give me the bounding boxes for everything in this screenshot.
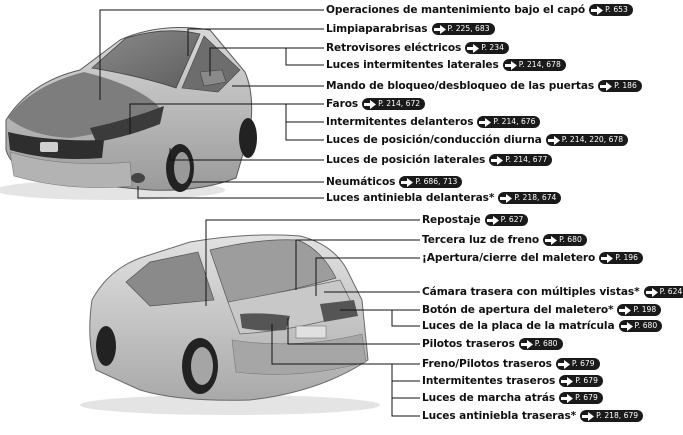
page-ref[interactable]: P. 679 (559, 375, 603, 387)
right-arrow-icon (505, 61, 517, 70)
label-text: Operaciones de mantenimiento bajo el capó (326, 4, 586, 16)
label-text: Faros (326, 98, 359, 110)
label-faros (326, 97, 425, 111)
right-arrow-icon (582, 412, 594, 421)
right-arrow-icon (561, 394, 573, 403)
right-arrow-icon (521, 340, 533, 349)
page-ref[interactable]: P. 186 (598, 80, 642, 92)
page-ref[interactable]: P. 653 (589, 4, 633, 16)
right-arrow-icon (434, 25, 446, 34)
label-neumaticos (326, 175, 462, 189)
label-text: Luces intermitentes laterales (326, 59, 499, 71)
label-text: Limpiaparabrisas (326, 23, 428, 35)
label-text: Pilotos traseros (422, 338, 515, 350)
page-ref[interactable]: P. 627 (485, 214, 529, 226)
label-luces-antiniebla-traseras (422, 409, 643, 423)
right-arrow-icon (561, 377, 573, 386)
label-luces-marcha-atras (422, 391, 603, 405)
right-arrow-icon (500, 194, 512, 203)
label-text: Luces de posición/conducción diurna (326, 134, 542, 146)
label-luces-antiniebla-delanteras (326, 191, 561, 205)
label-text: Mando de bloqueo/desbloqueo de las puertas (326, 80, 595, 92)
label-text: Luces de la placa de la matrícula (422, 320, 615, 332)
label-text: Luces antiniebla delanteras* (326, 192, 495, 204)
label-text: ¡Apertura/cierre del maletero (422, 252, 596, 264)
label-text: Tercera luz de freno (422, 234, 540, 246)
right-arrow-icon (619, 306, 631, 315)
page-ref[interactable]: P. 214, 220, 678 (546, 134, 628, 146)
page-ref[interactable]: P. 680 (543, 234, 587, 246)
right-arrow-icon (467, 44, 479, 53)
right-arrow-icon (364, 100, 376, 109)
right-arrow-icon (487, 216, 499, 225)
page-ref[interactable]: P. 214, 677 (489, 154, 552, 166)
label-luces-intermitentes-laterales (326, 58, 566, 72)
label-text: Neumáticos (326, 176, 396, 188)
label-tercera-luz-freno (422, 233, 587, 247)
right-arrow-icon (558, 360, 570, 369)
label-text: Luces de posición laterales (326, 154, 486, 166)
label-text: Cámara trasera con múltiples vistas* (422, 286, 640, 298)
label-text: Luces antiniebla traseras* (422, 410, 577, 422)
page-ref[interactable]: P. 225, 683 (432, 23, 495, 35)
label-camara-trasera (422, 285, 683, 299)
page-ref[interactable]: P. 624 (644, 286, 683, 298)
label-pilotos-traseros (422, 337, 563, 351)
label-boton-apertura-maletero (422, 303, 661, 317)
right-arrow-icon (545, 236, 557, 245)
label-text: Intermitentes delanteros (326, 116, 474, 128)
label-intermitentes-delanteros (326, 115, 540, 129)
page-ref[interactable]: P. 196 (599, 252, 643, 264)
label-text: Repostaje (422, 214, 481, 226)
label-text: Luces de marcha atrás (422, 392, 556, 404)
right-arrow-icon (591, 6, 603, 15)
label-text: Freno/Pilotos traseros (422, 358, 552, 370)
right-arrow-icon (621, 322, 633, 331)
page-ref[interactable]: P. 198 (617, 304, 661, 316)
right-arrow-icon (601, 254, 613, 263)
page-ref[interactable]: P. 679 (556, 358, 600, 370)
label-limpiaparabrisas (326, 22, 495, 36)
label-text: Retrovisores eléctricos (326, 42, 462, 54)
right-arrow-icon (491, 156, 503, 165)
label-intermitentes-traseros (422, 374, 603, 388)
label-retrovisores (326, 41, 509, 55)
right-arrow-icon (479, 118, 491, 127)
page-ref[interactable]: P. 679 (559, 392, 603, 404)
page-ref[interactable]: P. 680 (619, 320, 663, 332)
right-arrow-icon (548, 136, 560, 145)
label-freno-pilotos-traseros (422, 357, 600, 371)
page-ref[interactable]: P. 214, 676 (477, 116, 540, 128)
label-operaciones-mantenimiento (326, 3, 633, 17)
page-ref[interactable]: P. 234 (465, 42, 509, 54)
right-arrow-icon (401, 178, 413, 187)
label-apertura-maletero (422, 251, 643, 265)
label-mando-bloqueo (326, 79, 642, 93)
label-luces-posicion-laterales (326, 153, 552, 167)
right-arrow-icon (600, 82, 612, 91)
page-ref[interactable]: P. 218, 674 (498, 192, 561, 204)
label-text: Botón de apertura del maletero* (422, 304, 614, 316)
page-ref[interactable]: P. 214, 678 (503, 59, 566, 71)
label-text: Intermitentes traseros (422, 375, 556, 387)
label-repostaje (422, 213, 528, 227)
page-ref[interactable]: P. 680 (519, 338, 563, 350)
right-arrow-icon (646, 288, 658, 297)
page-ref[interactable]: P. 686, 713 (399, 176, 462, 188)
label-luces-posicion-diurna (326, 133, 628, 147)
page-ref[interactable]: P. 214, 672 (362, 98, 425, 110)
page-ref[interactable]: P. 218, 679 (580, 410, 643, 422)
label-luces-placa-matricula (422, 319, 662, 333)
